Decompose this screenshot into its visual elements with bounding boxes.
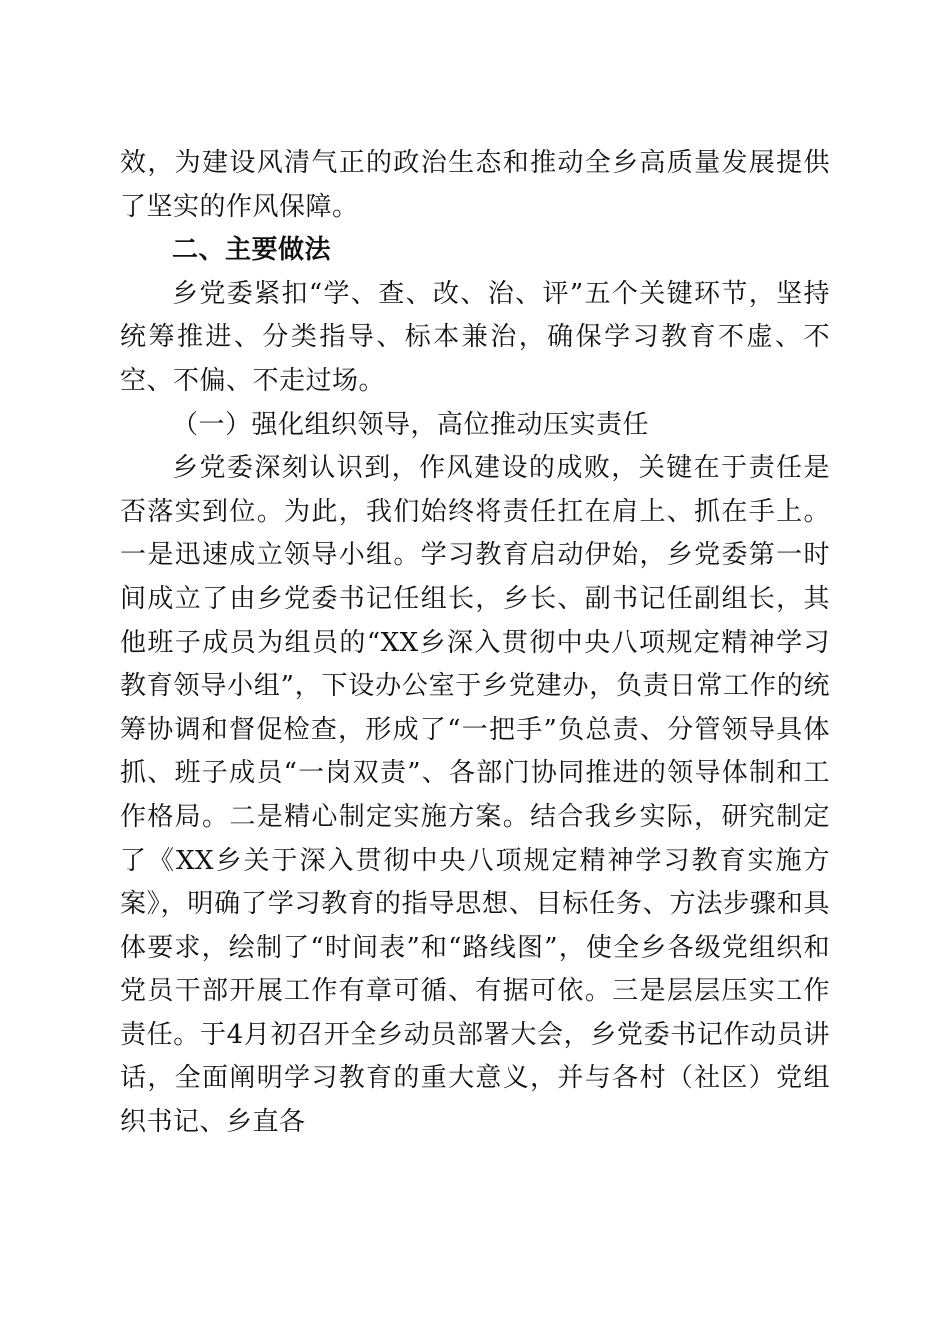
paragraph-continued: 效，为建设风清气正的政治生态和推动全乡高质量发展提供了坚实的作风保障。 — [120, 148, 830, 222]
document-body — [120, 142, 830, 1145]
paragraph: 乡党委深刻认识到，作风建设的成败，关键在于责任是否落实到位。为此，我们始终将责任扛在肩上、抓在手上。一是迅速成立领导小组。学习教育启动伊始，乡党委第一时间成立了由乡党委书记任组长，乡长、副书记任副组长，其他班子成员为组员的“XX乡深入贯彻中央八项规定精神学习教育领导小组”，下设办公室于乡党建办，负责日常工作的统筹协调和督促检查，形成了“一把手”负总责、分管领导具体抓、班子成员“一岗双责”、各部门协同推进的领导体制和工作格局。二是精心制定实施方案。结合我乡实际，研究制定了《XX乡关于深入贯彻中央八项规定精神学习教育实施方案》，明确了学习教育的指导思想、目标任务、方法步骤和具体要求，绘制了“时间表”和“路线图”，使全乡各级党组织和党员干部开展工作有章可循、有据可依。三是层层压实工作责任。于4月初召开全乡动员部署大会，乡党委书记作动员讲话，全面阐明学习教育的重大意义，并与各村（社区）党组织书记、乡直各 — [120, 453, 830, 1138]
subsection-heading: （一）强化组织领导，高位推动压实责任 — [172, 409, 650, 440]
paragraph: 乡党委紧扣“学、查、改、治、评”五个关键环节，坚持统筹推进、分类指导、标本兼治，确保学习教育不虚、不空、不偏、不走过场。 — [120, 278, 830, 396]
section-heading: 二、主要做法 — [172, 235, 332, 266]
